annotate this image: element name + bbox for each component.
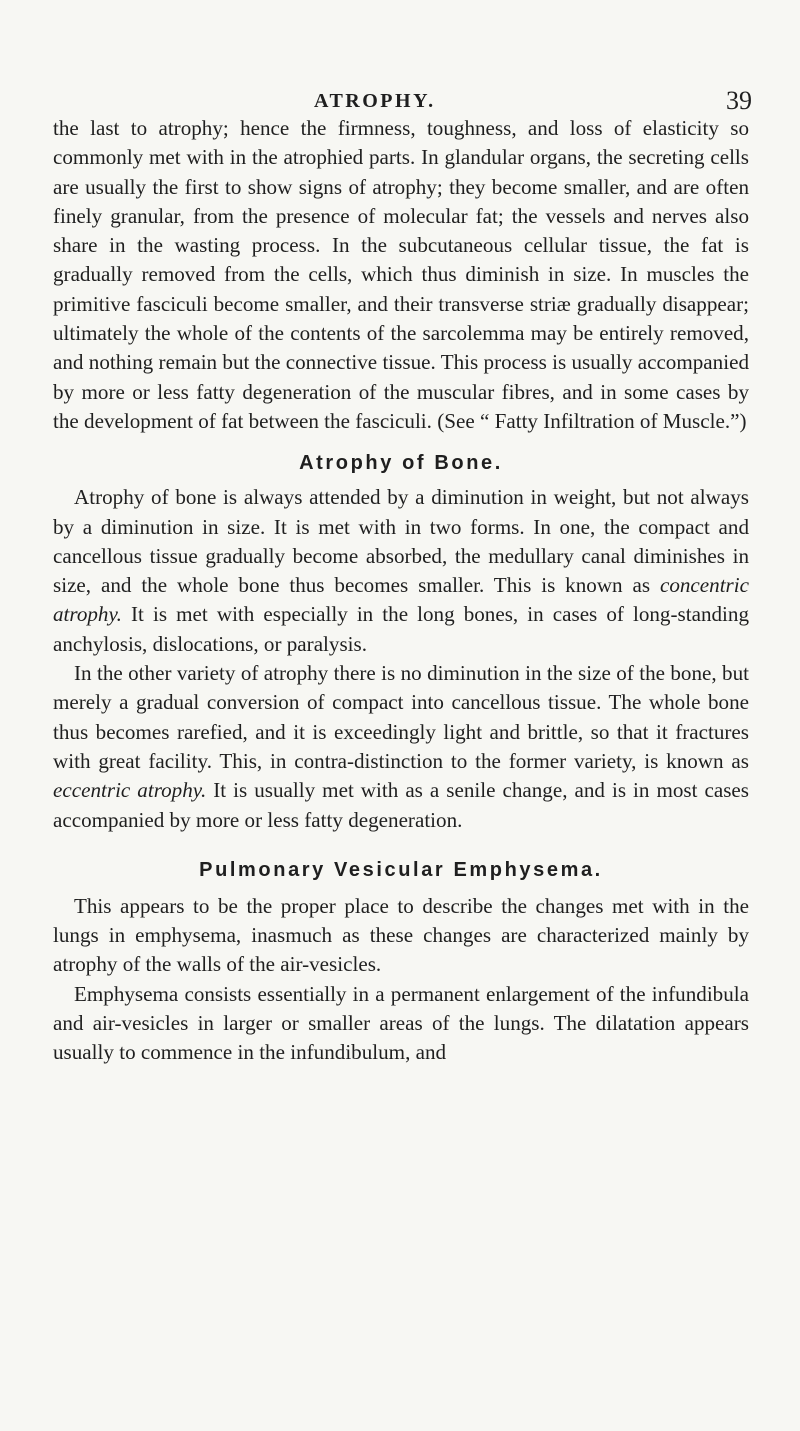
term-eccentric-atrophy: eccentric atrophy. — [53, 778, 207, 803]
intro-paragraph: the last to atrophy; hence the firmness, toughness, and loss of elasticity so commonly met with in the atrophied parts. In glandular organs, the secreting cells are usually the first to show signs of atrophy; they become smaller, and are often finely granular, from the presence of molecular fat; the vessels and nerves also share in the wasting process. In the subcutaneous cellular tissue, the fat is gradually removed from the cells, which thus diminish in size. In muscles the primitive fasciculi become smaller, and their transverse striæ gradually disappear; ultimately the whole of the contents of the sarcolemma may be entirely removed, and nothing remain but the connective tissue. This process is usually accompanied by more or less fatty degeneration of the muscular fibres, and in some cases by the development of fat between the fasciculi. (See “ Fatty Infiltration of Muscle.”) — [53, 116, 749, 433]
body-text — [53, 114, 749, 1068]
bone-paragraph-1 — [53, 483, 749, 659]
bone-p1-text-b: It is met with especially in the long bones, in cases of long-standing anchylosis, dislocations, or paralysis. — [53, 602, 749, 656]
running-head — [0, 82, 800, 115]
emphysema-paragraph-1: This appears to be the proper place to describe the changes met with in the lungs in emphysema, inasmuch as these changes are characterized mainly by atrophy of the walls of the air-vesicles. — [53, 893, 749, 977]
page-number: 39 — [726, 86, 752, 115]
bone-p2-text-a: In the other variety of atrophy there is no diminution in the size of the bone, but merely a gradual conversion of compact into cancellous tissue. The whole bone thus becomes rarefied, and it is exceedingly light and brittle, so that it fractures with great facility. This, in contra-distinction to the former variety, is known as — [53, 661, 749, 773]
bone-paragraph-2 — [53, 659, 749, 835]
bone-p1-text-a: Atrophy of bone is always attended by a diminution in weight, but not always by a diminution in size. It is met with in two forms. In one, the compact and cancellous tissue gradually become absorbed, the medullary canal diminishes in size, and the whole bone thus becomes smaller. This is known as — [53, 485, 749, 598]
section-heading-emphysema: Pulmonary Vesicular Emphysema. — [199, 858, 603, 881]
term-concentric-atrophy: concentric atrophy. — [53, 573, 749, 627]
emphysema-paragraph-2: Emphysema consists essentially in a permanent enlargement of the infundibula and air-vesicles in larger or smaller areas of the lungs. The dilatation appears usually to commence in the infundibulum, and — [53, 981, 749, 1065]
running-title: ATROPHY. — [314, 90, 436, 112]
bone-p2-text-b: It is usually met with as a senile change, and is in most cases accompanied by more or less fatty degeneration. — [53, 778, 749, 832]
section-heading-atrophy-of-bone: Atrophy of Bone. — [299, 452, 503, 475]
